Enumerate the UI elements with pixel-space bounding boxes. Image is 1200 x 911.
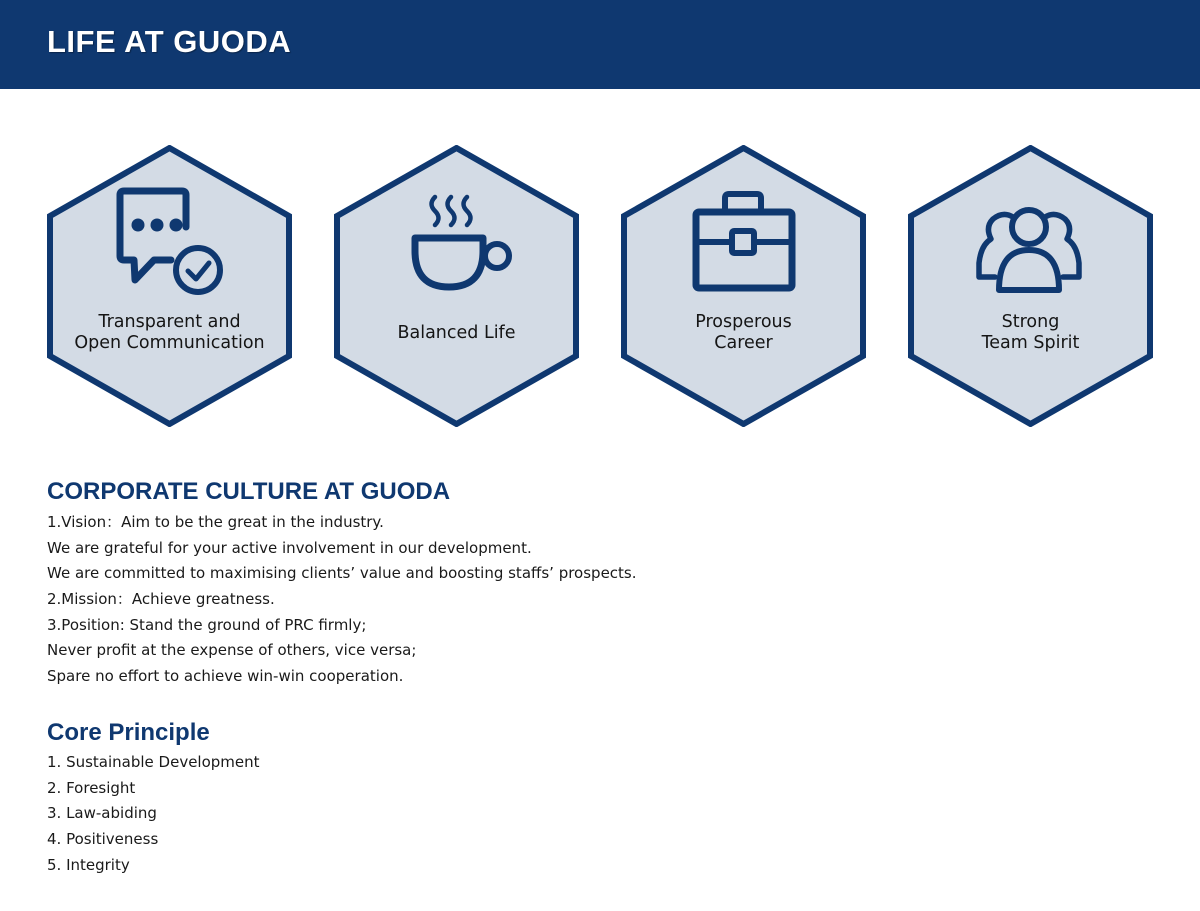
culture-lines (47, 510, 637, 690)
principle-item: 3. Law-abiding (47, 804, 157, 823)
value-card-team-spirit (907, 145, 1154, 427)
coffee-cup-icon (333, 145, 580, 427)
culture-line: We are committed to maximising clients’ value and boosting staffs’ prospects. (47, 564, 637, 583)
value-label-communication: Transparent and Open Communication (74, 312, 265, 353)
principles-title: Core Principle (47, 719, 210, 746)
culture-line: We are grateful for your active involvement in our development. (47, 538, 532, 557)
team-icon (907, 145, 1154, 427)
principle-item: 1. Sustainable Development (47, 753, 260, 771)
page-title: LIFE AT GUODA (47, 24, 292, 59)
value-card-communication (46, 145, 293, 427)
culture-line: 1.Vision：Aim to be the great in the industry. (47, 513, 384, 531)
chat-check-icon (46, 145, 293, 427)
culture-line: Spare no effort to achieve win-win cooperation. (47, 667, 404, 686)
value-card-balanced-life (333, 145, 580, 427)
principles-list (47, 750, 260, 878)
principle-item: 2. Foresight (47, 778, 136, 797)
briefcase-icon (620, 145, 867, 427)
culture-line: Never profit at the expense of others, vice versa; (47, 641, 417, 660)
value-label-career: Prosperous Career (695, 312, 792, 353)
value-label-team-spirit: Strong Team Spirit (981, 312, 1080, 353)
culture-line: 3.Position: Stand the ground of PRC firmly; (47, 615, 367, 634)
culture-title: CORPORATE CULTURE AT GUODA (47, 478, 451, 505)
value-card-career (620, 145, 867, 427)
principle-item: 4. Positiveness (47, 830, 159, 849)
principle-item: 5. Integrity (47, 855, 130, 874)
value-label-balanced-life: Balanced Life (397, 323, 516, 343)
page-header (0, 0, 1200, 89)
culture-line: 2.Mission：Achieve greatness. (47, 590, 275, 609)
